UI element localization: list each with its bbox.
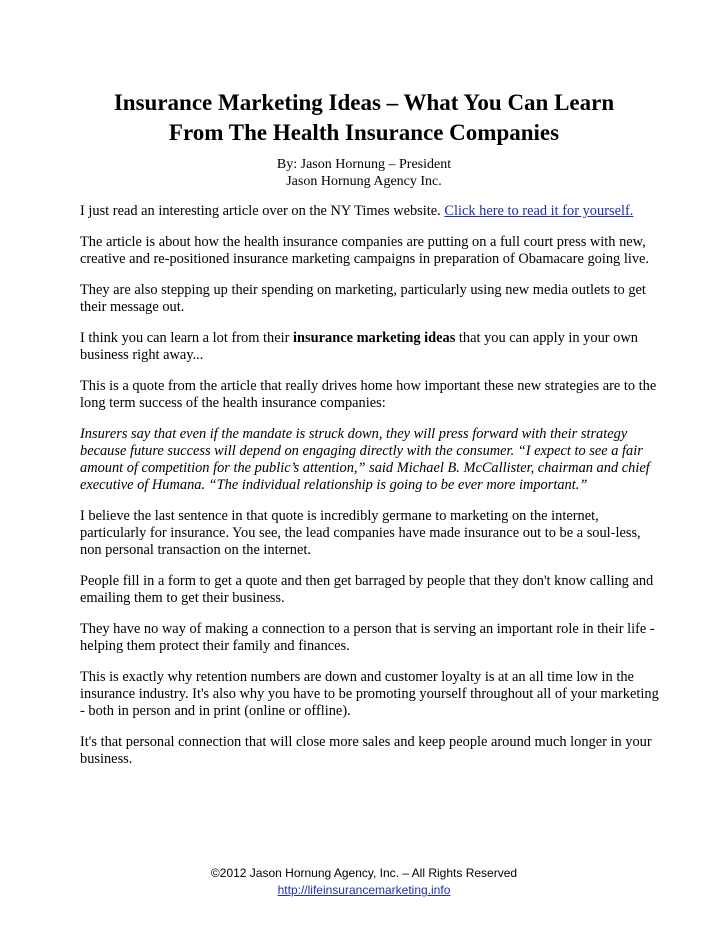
article-quote: Insurers say that even if the mandate is struck down, they will press forward with their strategy because future success will depend on engaging directly with the consumer. “I expect to see a fair amount of competition for the public’s attention,” said Michael B. McCallister, chairman and chief executive of Humana. “The individual relationship is going to be ever more important.” [80, 426, 650, 493]
paragraph-3: They are also stepping up their spending on marketing, particularly using new media outlets to get their message out. [80, 282, 646, 315]
paragraph-7: People fill in a form to get a quote and then get barraged by people that they don't know calling and emailing them to get their business. [80, 573, 654, 606]
article-link[interactable]: Click here to read it for yourself. [444, 203, 634, 219]
footer-url-link[interactable]: http://lifeinsurancemarketing.info [277, 883, 451, 897]
paragraph-4-before: I think you can learn a lot from their [80, 330, 293, 346]
article-title [60, 88, 668, 148]
page-footer [120, 865, 608, 899]
article-body [80, 203, 660, 782]
paragraph-5: This is a quote from the article that really drives home how important these new strategies are to the long term success of the health insurance companies: [80, 378, 657, 411]
paragraph-10: It's that personal connection that will close more sales and keep people around much longer in your business. [80, 734, 652, 767]
byline-company: Jason Hornung Agency Inc. [286, 174, 442, 189]
title-line-2: From The Health Insurance Companies [168, 120, 560, 145]
byline [60, 156, 668, 190]
footer-copyright: ©2012 Jason Hornung Agency, Inc. – All Rights Reserved [210, 866, 518, 880]
paragraph-6: I believe the last sentence in that quote is incredibly germane to marketing on the internet, particularly for insurance. You see, the lead companies have made insurance out to be a soul-less, non personal transaction on the internet. [80, 508, 641, 558]
paragraph-8: They have no way of making a connection to a person that is serving an important role in their life - helping them protect their family and finances. [80, 621, 655, 654]
byline-author: By: Jason Hornung – President [276, 157, 452, 172]
paragraph-intro [80, 203, 660, 220]
paragraph-2: The article is about how the health insurance companies are putting on a full court press with new, creative and re-positioned insurance marketing campaigns in preparation of Obamacare going live. [80, 234, 650, 267]
paragraph-4 [80, 330, 660, 364]
paragraph-9: This is exactly why retention numbers are down and customer loyalty is at an all time low in the insurance industry. It's also why you have to be promoting yourself throughout all of your marketing - both in person and in print (online or offline). [80, 669, 659, 719]
paragraph-intro-text: I just read an interesting article over on the NY Times website. [80, 203, 445, 219]
keyword-bold: insurance marketing ideas [293, 330, 456, 346]
paragraph-4-after: that you can apply in your own business right away... [80, 330, 638, 363]
title-line-1: Insurance Marketing Ideas – What You Can Learn [113, 90, 615, 115]
